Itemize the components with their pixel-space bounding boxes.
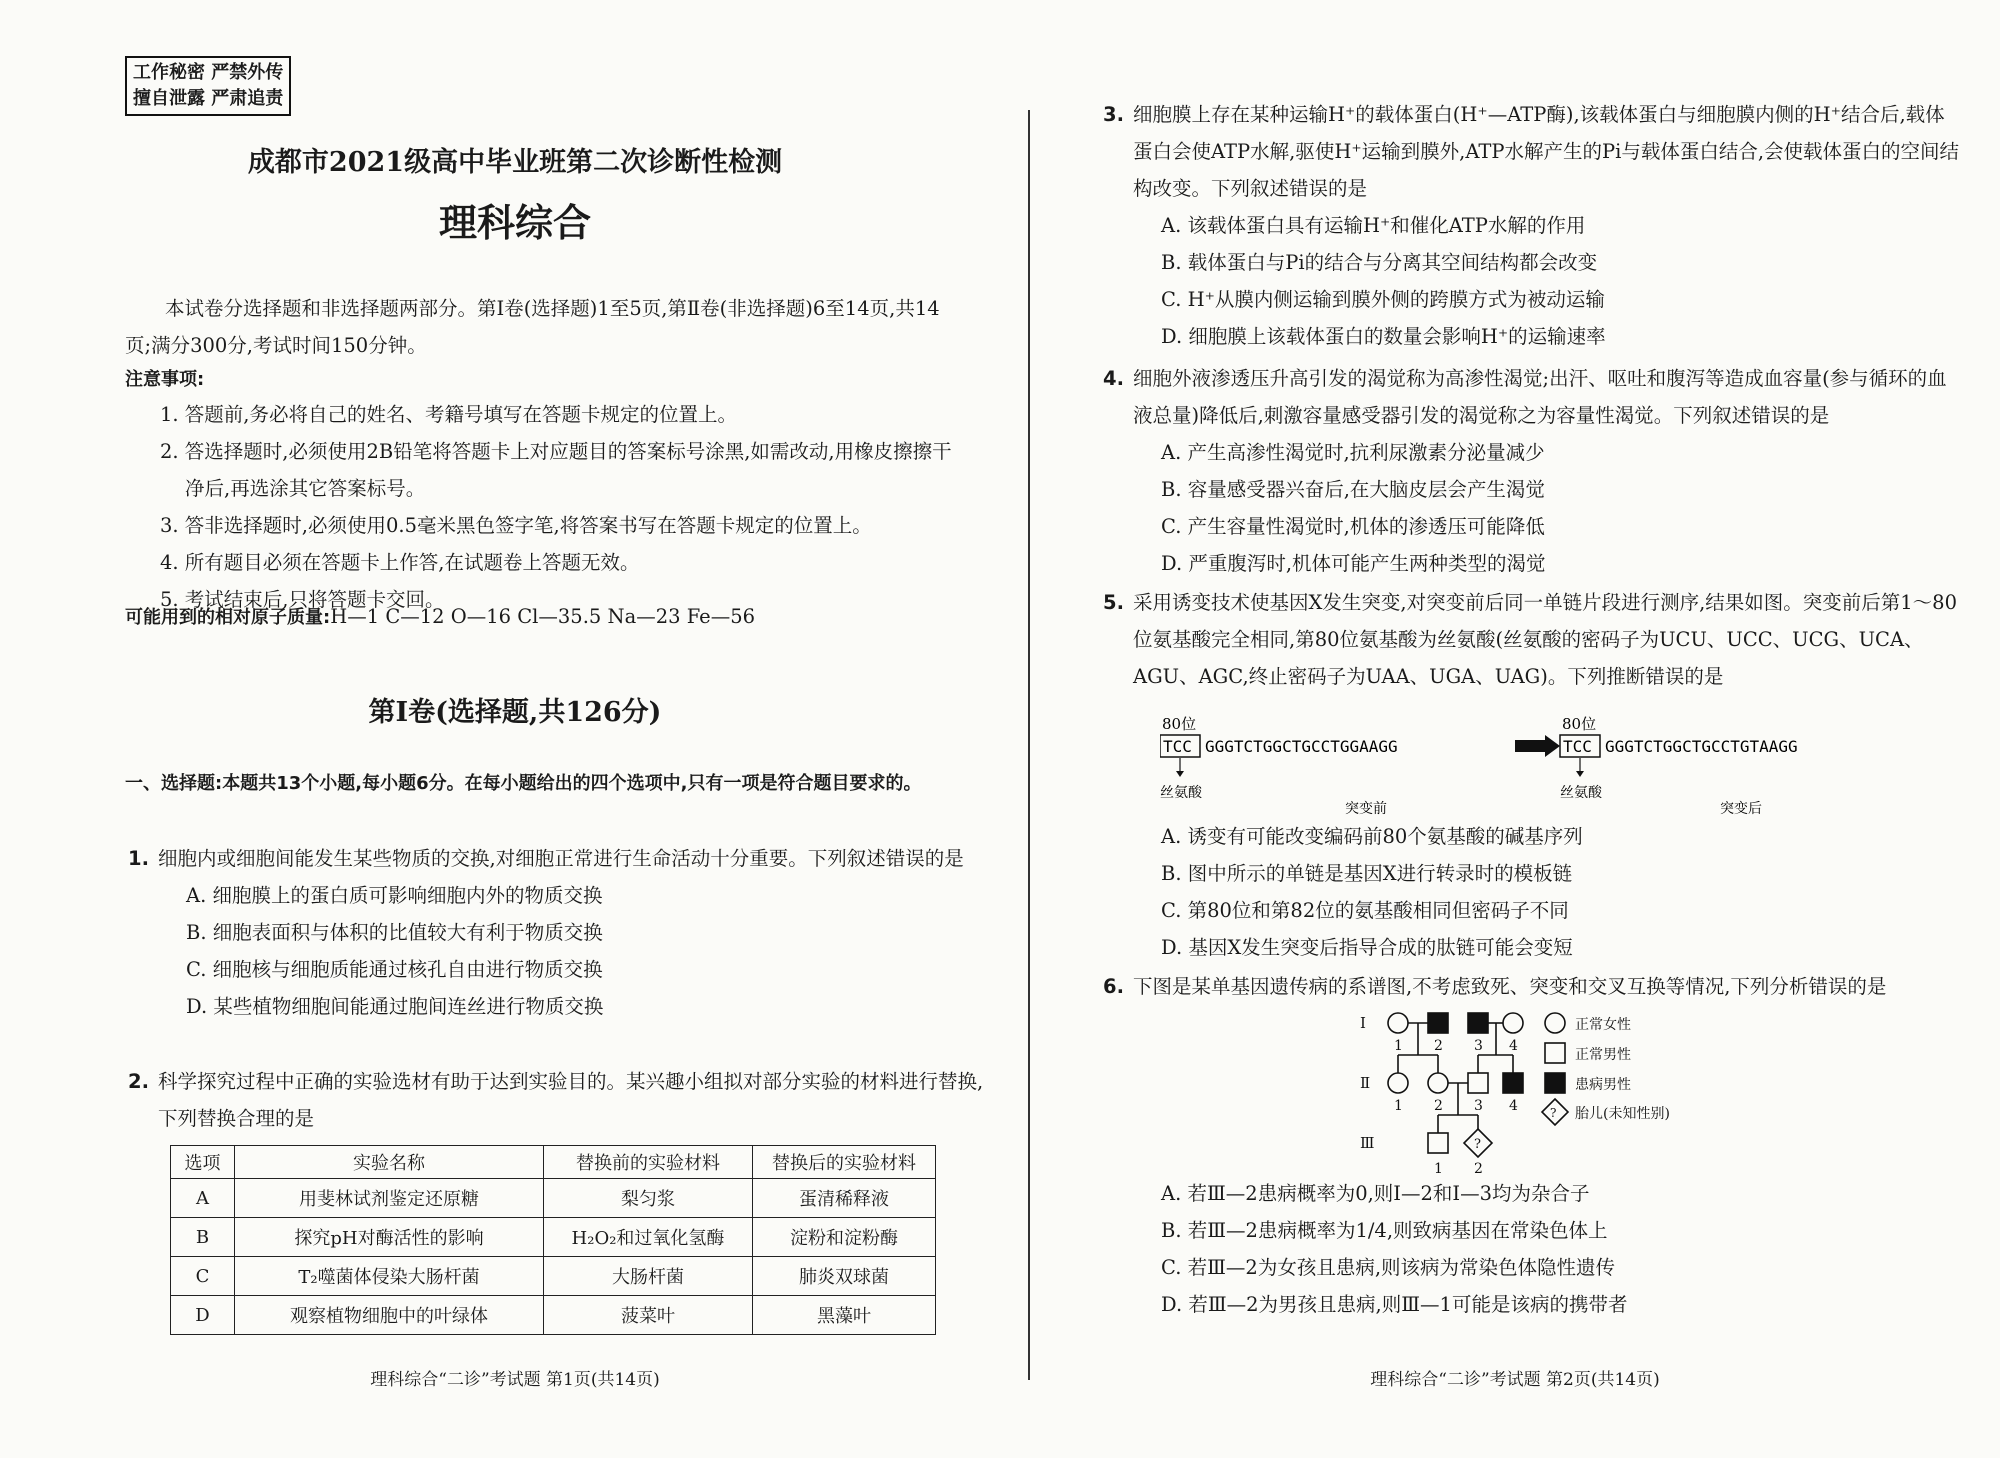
question-5-options <box>1133 818 1963 966</box>
note-item: 2. 答选择题时,必须使用2B铅笔将答题卡上对应题目的答案标号涂黑,如需改动,用橡皮擦擦干净后,再选涂其它答案标号。 <box>160 440 952 500</box>
table-cell: 大肠杆菌 <box>544 1257 753 1296</box>
individual-II-4 <box>1503 1073 1523 1093</box>
table-row <box>171 1296 936 1335</box>
legend-label: 正常女性 <box>1575 1017 1631 1033</box>
number-label: 2 <box>1474 1161 1483 1177</box>
generation-label: Ⅲ <box>1360 1134 1375 1152</box>
option-d: D. 细胞膜上该载体蛋白的数量会影响H⁺的运输速率 <box>1161 325 1606 348</box>
table-cell: A <box>171 1179 235 1218</box>
option-d: D. 严重腹泻时,机体可能产生两种类型的渴觉 <box>1161 552 1546 575</box>
option-d: D. 若Ⅲ—2为男孩且患病,则Ⅲ—1可能是该病的携带者 <box>1161 1293 1628 1316</box>
option-a: A. 产生高渗性渴觉时,抗利尿激素分泌量减少 <box>1161 441 1545 464</box>
arrow-head-after <box>1576 771 1584 777</box>
number-label: 2 <box>1434 1038 1443 1054</box>
table-cell: 黑藻叶 <box>753 1296 936 1335</box>
question-5 <box>1103 584 1963 695</box>
atomic-mass-values: H—1 C—12 O—16 Cl—35.5 Na—23 Fe—56 <box>330 605 756 628</box>
generation-label: Ⅰ <box>1360 1014 1366 1032</box>
question-stem: 细胞膜上存在某种运输H⁺的载体蛋白(H⁺—ATP酶),该载体蛋白与细胞膜内侧的H⁺结合后,载体蛋白会使ATP水解,驱使H⁺运输到膜外,ATP水解产生的Pi与载体蛋白结合,会使载体蛋白的空间结构改变。下列叙述错误的是 <box>1133 103 1960 200</box>
table-row <box>171 1257 936 1296</box>
option-d: D. 基因X发生突变后指导合成的肽链可能会变短 <box>1161 936 1573 959</box>
legend-label: 患病男性 <box>1575 1077 1631 1093</box>
number-label: 2 <box>1434 1098 1443 1114</box>
individual-II-2 <box>1428 1073 1448 1093</box>
option-b: B. 细胞表面积与体积的比值较大有利于物质交换 <box>186 921 603 944</box>
question-number: 3. <box>1103 103 1124 126</box>
table-cell: 蛋清稀释液 <box>753 1179 936 1218</box>
sequence-before: GGGTCTGGCTGCCTGGAAGG <box>1205 737 1398 756</box>
position-label-before: 80位 <box>1162 715 1197 733</box>
unknown-mark: ? <box>1474 1137 1481 1152</box>
table-cell: D <box>171 1296 235 1335</box>
sequence-after: GGGTCTGGCTGCCTGTAAGG <box>1605 737 1798 756</box>
individual-I-2 <box>1428 1013 1448 1033</box>
question-stem: 细胞外液渗透压升高引发的渴觉称为高渗性渴觉;出汗、呕吐和腹泻等造成血容量(参与循环的血液总量)降低后,刺激容量感受器引发的渴觉称之为容量性渴觉。下列叙述错误的是 <box>1133 367 1947 427</box>
legend-affected-male-icon <box>1545 1073 1565 1093</box>
legend-label: 胎儿(未知性别) <box>1575 1106 1670 1122</box>
confidential-stamp <box>125 56 291 116</box>
legend-label: 正常男性 <box>1575 1047 1631 1063</box>
stamp-line-1: 工作秘密 严禁外传 <box>133 62 284 83</box>
mutation-sequence-figure <box>1160 715 1940 815</box>
question-number: 1. <box>128 847 149 870</box>
after-caption: 突变后 <box>1720 801 1762 815</box>
table-cell: H₂O₂和过氧化氢酶 <box>544 1218 753 1257</box>
option-c: C. 细胞核与细胞质能通过核孔自由进行物质交换 <box>186 958 603 981</box>
individual-III-1 <box>1428 1133 1448 1153</box>
question-number: 4. <box>1103 367 1124 390</box>
number-label: 3 <box>1474 1098 1483 1114</box>
note-item: 1. 答题前,务必将自己的姓名、考籍号填写在答题卡规定的位置上。 <box>160 403 738 426</box>
note-item: 4. 所有题目必须在答题卡上作答,在试题卷上答题无效。 <box>160 551 640 574</box>
page-footer-right: 理科综合“二诊”考试题 第2页(共14页) <box>1370 1370 1660 1390</box>
option-b: B. 若Ⅲ—2患病概率为1/4,则致病基因在常染色体上 <box>1161 1219 1608 1242</box>
pedigree-chart <box>1360 1010 1920 1180</box>
intro-text: 本试卷分选择题和非选择题两部分。第Ⅰ卷(选择题)1至5页,第Ⅱ卷(非选择题)6至14页,共14页;满分300分,考试时间150分钟。 <box>125 297 940 357</box>
number-label: 1 <box>1434 1161 1443 1177</box>
individual-II-1 <box>1388 1073 1408 1093</box>
part-heading: 一、选择题:本题共13个小题,每小题6分。在每小题给出的四个选项中,只有一项是符合题目要求的。 <box>125 773 922 794</box>
question-3 <box>1103 96 1963 355</box>
mutation-arrow-icon <box>1515 735 1560 757</box>
table-cell: T₂噬菌体侵染大肠杆菌 <box>235 1257 544 1296</box>
question-4 <box>1103 360 1963 582</box>
option-c: C. H⁺从膜内侧运输到膜外侧的跨膜方式为被动运输 <box>1161 288 1605 311</box>
notes-heading: 注意事项: <box>125 369 205 390</box>
table-cell: B <box>171 1218 235 1257</box>
option-b: B. 载体蛋白与Pi的结合与分离其空间结构都会改变 <box>1161 251 1598 274</box>
generation-label: Ⅱ <box>1360 1074 1371 1092</box>
column-header: 实验名称 <box>235 1146 544 1179</box>
atomic-mass-label: 可能用到的相对原子质量: <box>125 607 331 628</box>
table-row <box>171 1218 936 1257</box>
option-b: B. 容量感受器兴奋后,在大脑皮层会产生渴觉 <box>1161 478 1545 501</box>
question-stem: 下图是某单基因遗传病的系谱图,不考虑致死、突变和交叉互换等情况,下列分析错误的是 <box>1133 975 1887 998</box>
amino-label-before: 丝氨酸 <box>1160 785 1202 801</box>
table-cell: 探究pH对酶活性的影响 <box>235 1218 544 1257</box>
option-c: C. 第80位和第82位的氨基酸相同但密码子不同 <box>1161 899 1569 922</box>
number-label: 1 <box>1394 1038 1403 1054</box>
column-header: 替换前的实验材料 <box>544 1146 753 1179</box>
table-cell: C <box>171 1257 235 1296</box>
number-label: 4 <box>1509 1038 1518 1054</box>
question-number: 2. <box>128 1070 149 1093</box>
stamp-line-2: 擅自泄露 严肃追责 <box>133 88 284 109</box>
question-number: 5. <box>1103 591 1124 614</box>
individual-I-4 <box>1503 1013 1523 1033</box>
column-header: 替换后的实验材料 <box>753 1146 936 1179</box>
position-label-after: 80位 <box>1562 715 1597 733</box>
number-label: 4 <box>1509 1098 1518 1114</box>
question-stem: 科学探究过程中正确的实验选材有助于达到实验目的。某兴趣小组拟对部分实验的材料进行替换,下列替换合理的是 <box>158 1070 984 1130</box>
option-a: A. 诱变有可能改变编码前80个氨基酸的碱基序列 <box>1161 825 1583 848</box>
arrow-head-before <box>1176 771 1184 777</box>
individual-II-3 <box>1468 1073 1488 1093</box>
table-cell: 菠菜叶 <box>544 1296 753 1335</box>
exam-title: 成都市2021级高中毕业班第二次诊断性检测 <box>247 147 783 178</box>
individual-I-1 <box>1388 1013 1408 1033</box>
codon-after: TCC <box>1563 737 1592 756</box>
table-cell: 肺炎双球菌 <box>753 1257 936 1296</box>
page-footer-left: 理科综合“二诊”考试题 第1页(共14页) <box>370 1370 660 1390</box>
amino-label-after: 丝氨酸 <box>1560 785 1602 801</box>
table-cell: 淀粉和淀粉酶 <box>753 1218 936 1257</box>
subject-title: 理科综合 <box>438 201 591 245</box>
table-cell: 观察植物细胞中的叶绿体 <box>235 1296 544 1335</box>
column-header: 选项 <box>171 1146 235 1179</box>
note-item: 5. 考试结束后,只将答题卡交回。 <box>160 588 445 611</box>
table-cell: 梨匀浆 <box>544 1179 753 1218</box>
question-1 <box>128 840 988 1025</box>
option-a: A. 细胞膜上的蛋白质可影响细胞内外的物质交换 <box>186 884 603 907</box>
number-label: 3 <box>1474 1038 1483 1054</box>
option-d: D. 某些植物细胞间能通过胞间连丝进行物质交换 <box>186 995 604 1018</box>
table-header-row <box>171 1146 936 1179</box>
experiment-table <box>170 1145 936 1335</box>
individual-I-3 <box>1468 1013 1488 1033</box>
option-c: C. 产生容量性渴觉时,机体的渗透压可能降低 <box>1161 515 1545 538</box>
question-2 <box>128 1063 988 1137</box>
atomic-mass <box>125 598 755 636</box>
codon-before: TCC <box>1163 737 1192 756</box>
question-6 <box>1103 968 1963 1005</box>
legend-fetus-mark: ? <box>1550 1106 1557 1120</box>
section-title: 第Ⅰ卷(选择题,共126分) <box>368 697 662 728</box>
question-stem: 细胞内或细胞间能发生某些物质的交换,对细胞正常进行生命活动十分重要。下列叙述错误的是 <box>158 847 964 870</box>
question-6-options <box>1133 1175 1963 1323</box>
option-b: B. 图中所示的单链是基因X进行转录时的模板链 <box>1161 862 1573 885</box>
legend-normal-male-icon <box>1545 1043 1565 1063</box>
note-item: 3. 答非选择题时,必须使用0.5毫米黑色签字笔,将答案书写在答题卡规定的位置上。 <box>160 514 872 537</box>
question-number: 6. <box>1103 975 1124 998</box>
legend-normal-female-icon <box>1545 1013 1565 1033</box>
option-a: A. 该载体蛋白具有运输H⁺和催化ATP水解的作用 <box>1161 214 1586 237</box>
option-a: A. 若Ⅲ—2患病概率为0,则Ⅰ—2和Ⅰ—3均为杂合子 <box>1161 1182 1590 1205</box>
table-row <box>171 1179 936 1218</box>
table-cell: 用斐林试剂鉴定还原糖 <box>235 1179 544 1218</box>
option-c: C. 若Ⅲ—2为女孩且患病,则该病为常染色体隐性遗传 <box>1161 1256 1616 1279</box>
question-stem: 采用诱变技术使基因X发生突变,对突变前后同一单链片段进行测序,结果如图。突变前后第1～80位氨基酸完全相同,第80位氨基酸为丝氨酸(丝氨酸的密码子为UCU、UCC、UCG、UCA、AGU、AGC,终止密码子为UAA、UGA、UAG)。下列推断错误的是 <box>1133 591 1957 688</box>
before-caption: 突变前 <box>1345 801 1387 815</box>
notes-list <box>160 396 960 618</box>
number-label: 1 <box>1394 1098 1403 1114</box>
